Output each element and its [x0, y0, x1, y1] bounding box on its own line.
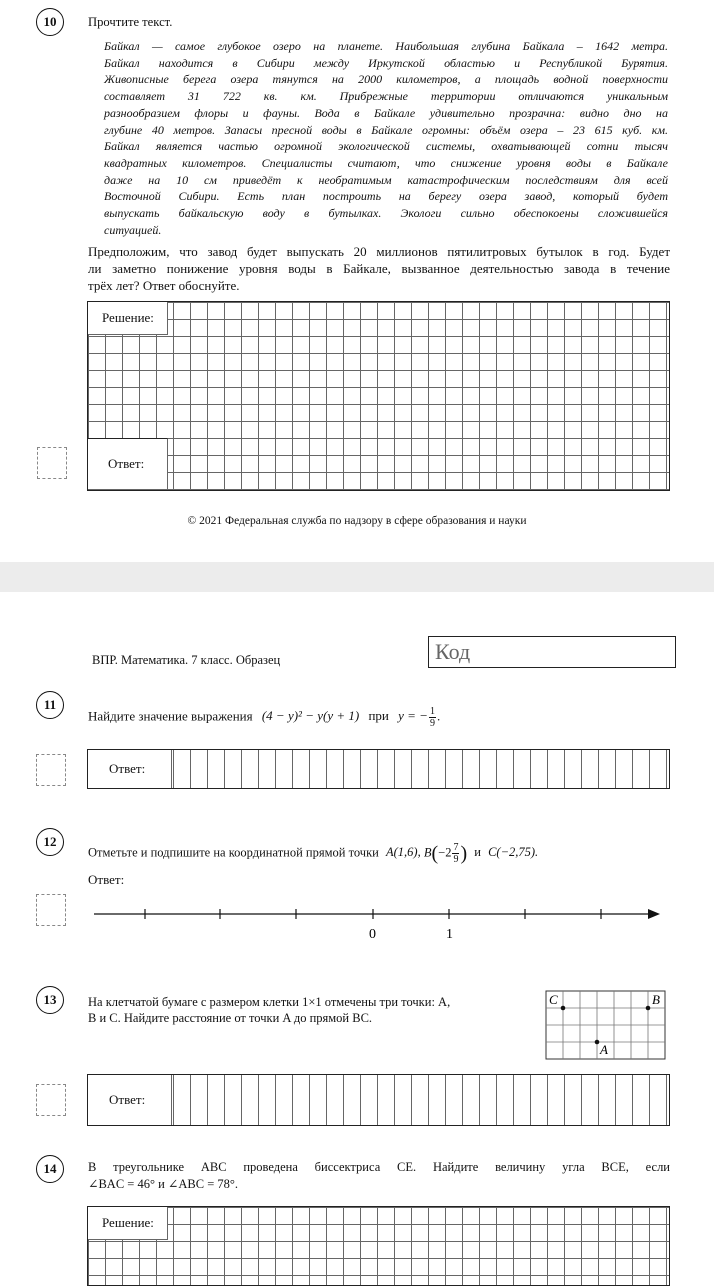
task-12-conj: и: [474, 845, 481, 860]
coordinate-line[interactable]: [88, 904, 668, 944]
question-line: ли заметно понижение уровня воды в Байкале, вызванное деятельностью завода в течение: [88, 261, 670, 276]
task-12-point-a: A(1,6),: [385, 845, 421, 860]
point-c-marker: [561, 1006, 566, 1011]
task-13-score-box: [36, 1084, 66, 1116]
task-12-point-b-whole: −2: [438, 845, 452, 860]
passage-line: Живописные берега озера тянутся на 2000 километров, а площадь водной поверхности: [104, 72, 668, 87]
fraction-numerator: 7: [453, 842, 459, 853]
point-b-label: B: [652, 992, 660, 1007]
task-10-question: [88, 243, 670, 294]
fraction-numerator: 1: [429, 706, 435, 717]
point-b-marker: [646, 1006, 651, 1011]
task-12-number: 12: [36, 828, 64, 856]
axis-label-zero: 0: [369, 927, 376, 942]
axis-arrow-icon: [648, 909, 660, 919]
task-14-solution-grid[interactable]: [87, 1206, 670, 1286]
fraction-denominator: 9: [453, 854, 459, 865]
task-10-solution-label: Решение:: [88, 302, 168, 335]
task-13-grid-figure: [545, 990, 669, 1062]
passage-line: Байкал находится в Сибири между Иркутской областью и Республикой Бурятия.: [104, 55, 668, 70]
task-13-answer-row[interactable]: [87, 1074, 670, 1126]
exam-header-title: ВПР. Математика. 7 класс. Образец: [92, 653, 281, 667]
task-12-text: Отметьте и подпишите на координатной прямой точки A(1,6), B(−2 $\frac{7}{9}$ ) и C(−2,75).: [88, 842, 539, 865]
task-11-expression: (4 − y)² − y(y + 1): [261, 708, 360, 724]
passage-line: квадратных километров. Специалисты считают, что снижение уровня воды в Байкале: [104, 155, 668, 170]
passage-line: составляет 31 722 кв. км. Прибрежные территории отличаются уникальным: [104, 89, 668, 104]
passage-line: даже на 10 см приведёт к необратимым катастрофическим последствиям для всей: [104, 172, 668, 187]
task-14-line-2: ∠BAC = 46° и ∠ABC = 78°.: [88, 1177, 239, 1191]
page-separator: [0, 562, 714, 592]
passage-line: Восточной Сибири. Есть план построить на берегу озера завод, который будет: [104, 189, 668, 204]
task-11-text: Найдите значение выражения (4 − y)² − y(y + 1) при y = − $\frac{1}{9}$ .: [88, 706, 441, 729]
task-12-point-b-prefix: B: [423, 845, 432, 860]
task-11-text-before: Найдите значение выражения: [88, 708, 253, 724]
point-a-label: A: [600, 1042, 608, 1057]
question-line: трёх лет? Ответ обоснуйте.: [88, 278, 240, 293]
point-c-label: C: [549, 992, 558, 1007]
task-11-y-eq: y = −: [398, 708, 428, 724]
task-14-line-1: В треугольнике ABC проведена биссектриса CE. Найдите величину угла BCE, если: [88, 1160, 670, 1174]
question-line: Предположим, что завод будет выпускать 20 миллионов пятилитровых бутылок в год. Будет: [88, 244, 670, 259]
task-12-point-c: C(−2,75).: [488, 845, 539, 860]
task-14-solution-label: Решение:: [88, 1207, 168, 1240]
task-13-text: [88, 994, 534, 1026]
task-10-answer-label: Ответ:: [88, 438, 168, 490]
passage-line: ситуацией.: [104, 222, 162, 237]
task-14-number: 14: [36, 1155, 64, 1183]
passage-line: разнообразием флоры и фауны. Вода в Байкале удивительно прозрачна: видно дно на: [104, 105, 668, 120]
task-13-number: 13: [36, 986, 64, 1014]
passage-line: Байкал является частью огромной экологической системы, охватывающей сотни тысяч: [104, 139, 668, 154]
passage-line: выпускать байкальскую воду в бутылках. Экологи сильно обеспокоены сложившейся: [104, 206, 668, 221]
passage-line: Байкал — самое глубокое озеро на планете. Наибольшая глубина Байкала – 1642 метра.: [104, 39, 668, 53]
exam-page-1: [0, 0, 714, 562]
task-13-answer-label: Ответ:: [88, 1075, 172, 1125]
point-a-marker: [595, 1040, 600, 1045]
task-10-intro: Прочтите текст.: [88, 15, 173, 29]
passage-line: глубине 40 метров. Запасы пресной воды в Байкале огромны: объём озера – 23 615 куб. км.: [104, 122, 668, 137]
task-11-answer-row[interactable]: [87, 749, 670, 789]
fraction-denominator: 9: [429, 718, 435, 729]
task-11-score-box: [36, 754, 66, 786]
task-12-score-box: [36, 894, 66, 926]
task-10-score-box: [37, 447, 67, 479]
task-14-text: [88, 1159, 670, 1193]
task-11-text-mid: при: [368, 708, 389, 724]
task-10-solution-grid[interactable]: [87, 301, 670, 491]
task-11-number: 11: [36, 691, 64, 719]
code-field[interactable]: Код: [428, 636, 676, 668]
task-12-point-b-fraction: [452, 842, 459, 865]
task-12-answer-label: Ответ:: [88, 872, 125, 887]
task-10-passage: [104, 38, 668, 238]
task-11-fraction: [429, 706, 436, 729]
task-12-text-before: Отметьте и подпишите на координатной прямой точки: [88, 845, 379, 860]
copyright-footer: © 2021 Федеральная служба по надзору в сфере образования и науки: [187, 515, 527, 527]
task-13-line-2: B и C. Найдите расстояние от точки A до прямой BC.: [88, 1011, 373, 1025]
task-13-line-1: На клетчатой бумаге с размером клетки 1×1 отмечены три точки: A,: [88, 995, 451, 1009]
axis-label-one: 1: [446, 927, 453, 942]
exam-page-2: [0, 592, 714, 1277]
task-10-number: 10: [36, 8, 64, 36]
task-11-answer-label: Ответ:: [88, 750, 172, 788]
